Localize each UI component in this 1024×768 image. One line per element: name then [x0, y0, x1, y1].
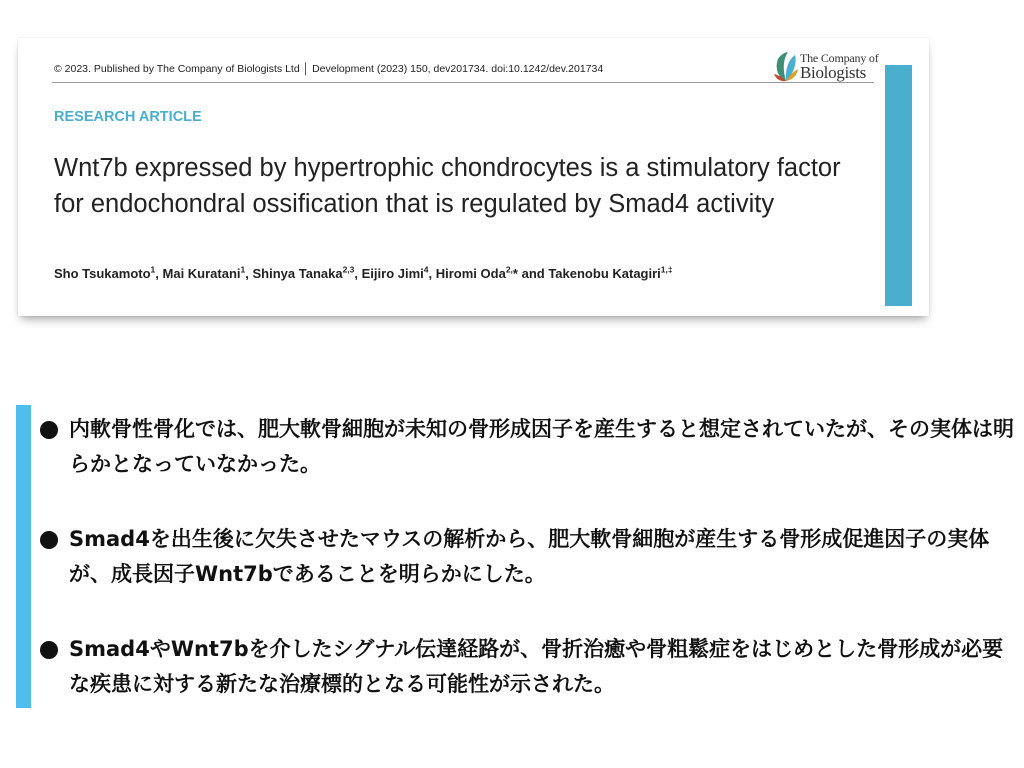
- accent-side-bar: [885, 65, 912, 306]
- summary-accent-bar: [16, 405, 31, 708]
- publisher-logo-icon: [773, 50, 799, 84]
- author-separator: ,: [155, 266, 163, 281]
- author-name: Mai Kuratani: [162, 266, 241, 281]
- author-name: Takenobu Katagiri: [548, 266, 661, 281]
- summary-bullet-text: 内軟骨性骨化では、肥大軟骨細胞が未知の骨形成因子を産生すると想定されていたが、その実体は明らかとなっていなかった。: [69, 417, 1014, 476]
- author-affiliation: 2,3: [342, 264, 355, 275]
- bullet-dot-icon: [40, 421, 58, 439]
- bullet-dot-icon: [40, 641, 58, 659]
- header-divider: [52, 82, 874, 83]
- summary-bullet-text: Smad4やWnt7bを介したシグナル伝達経路が、骨折治癒や骨粗鬆症をはじめとした骨形成が必要な疾患に対する新たな治療標的となる可能性が示された。: [69, 637, 1004, 696]
- author-separator: ,: [245, 266, 253, 281]
- logo-text-line2: Biologists: [800, 63, 866, 82]
- author-separator: ,: [428, 266, 436, 281]
- bullet-dot-icon: [40, 531, 58, 549]
- author-affiliation: 2,: [505, 264, 513, 275]
- author-affiliation: 1,‡: [660, 264, 673, 275]
- author-list: [54, 266, 673, 281]
- article-title: Wnt7b expressed by hypertrophic chondrocytes is a stimulatory factor for endochondral ossification that is regulated by Smad4 activity: [54, 154, 841, 218]
- publisher-logo: [773, 50, 883, 84]
- article-type-label: RESEARCH ARTICLE: [54, 109, 202, 125]
- summary-bullet-text: Smad4を出生後に欠失させたマウスの解析から、肥大軟骨細胞が産生する骨形成促進因子の実体が、成長因子Wnt7bであることを明らかにした。: [69, 527, 990, 586]
- author-name: Eijiro Jimi: [361, 266, 424, 281]
- author-affiliation: 1: [240, 264, 246, 275]
- author-affiliation: 4: [423, 264, 429, 275]
- author-name: Hiromi Oda: [435, 266, 506, 281]
- author-separator: ,: [354, 266, 362, 281]
- paper-header-screenshot: [18, 38, 929, 316]
- author-separator: * and: [512, 266, 549, 281]
- author-affiliation: 1: [150, 264, 156, 275]
- author-name: Sho Tsukamoto: [54, 266, 151, 281]
- citation-line: © 2023. Published by The Company of Biologists Ltd │ Development (2023) 150, dev201734. doi:10.1242/dev.201734: [54, 63, 604, 75]
- author-name: Shinya Tanaka: [252, 266, 343, 281]
- logo-text-line1: The Company of: [800, 51, 879, 65]
